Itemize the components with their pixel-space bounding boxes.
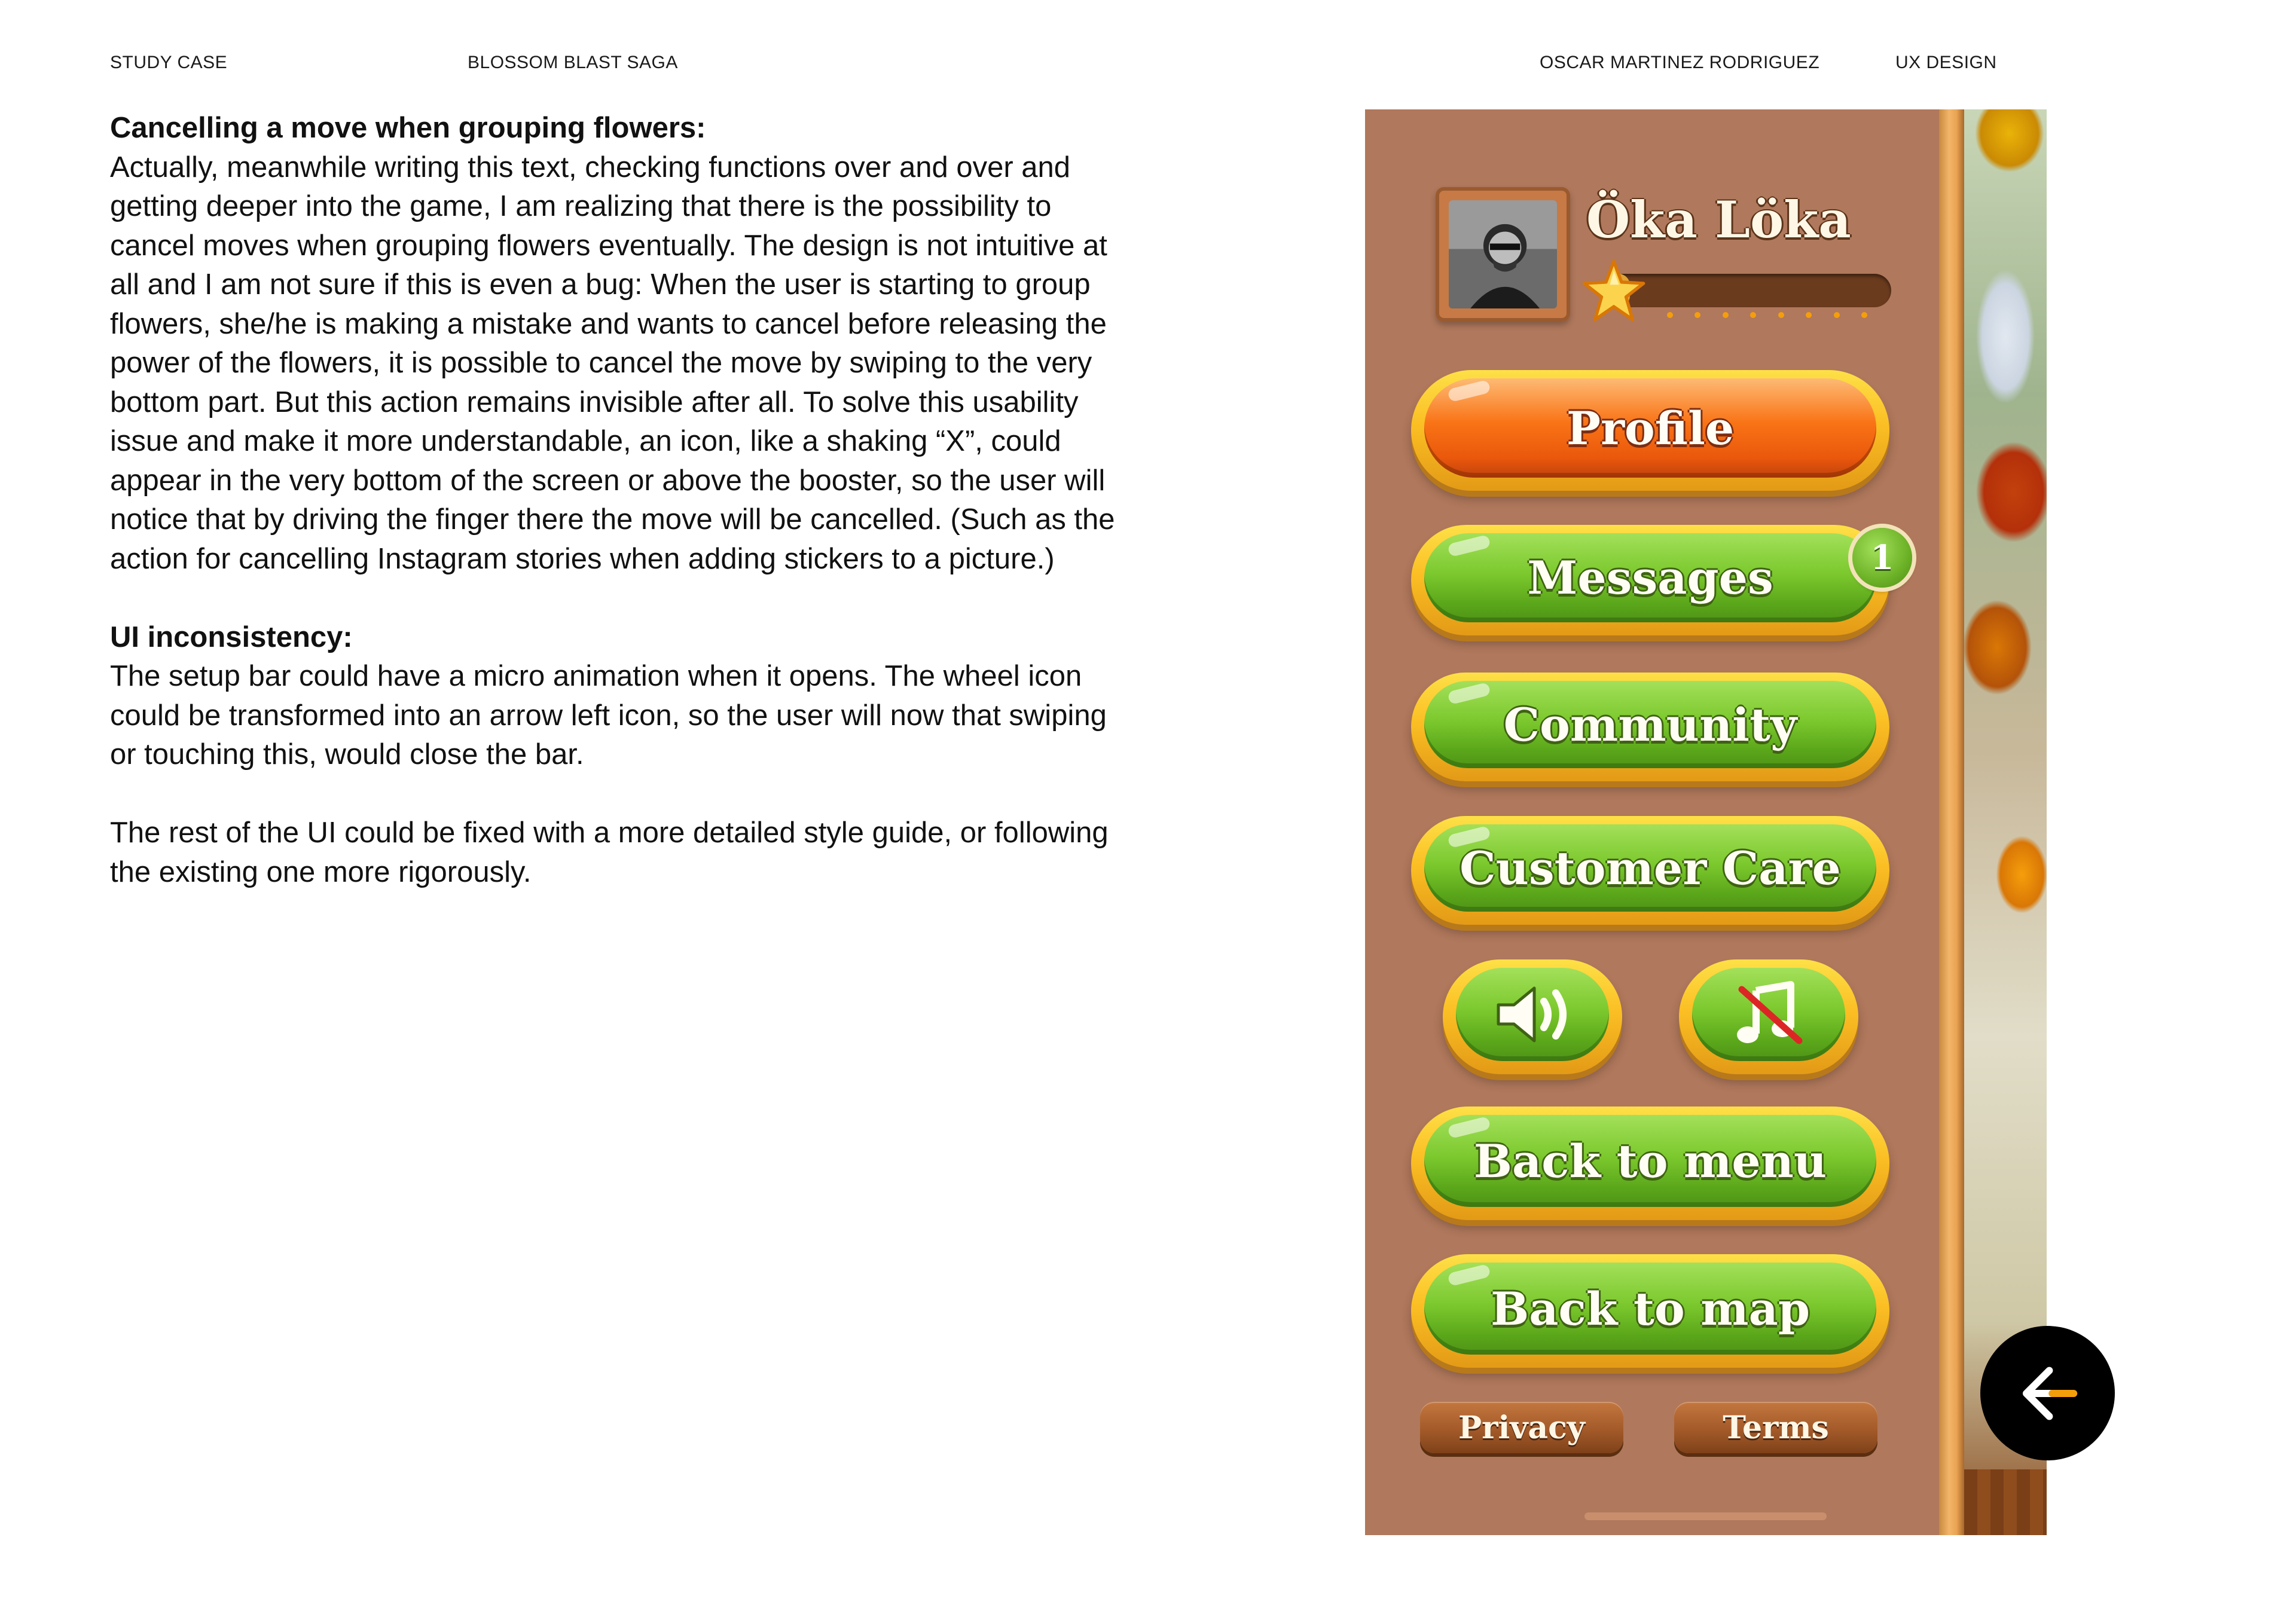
arrow-left-icon [2012, 1358, 2084, 1429]
section-ui-inconsistency [110, 618, 1138, 775]
star-icon [1581, 259, 1646, 323]
messages-button[interactable] [1411, 525, 1889, 635]
xp-progress-bar [1607, 274, 1891, 307]
back-to-map-button-label: Back to map [1491, 1282, 1810, 1335]
section-heading: UI inconsistency: [110, 621, 353, 653]
music-toggle-button[interactable] [1679, 959, 1858, 1074]
community-button-label: Community [1503, 698, 1797, 751]
panel-edge-rail [1939, 109, 1964, 1535]
music-note-icon [1724, 979, 1813, 1050]
community-button[interactable] [1411, 673, 1889, 781]
privacy-link[interactable]: Privacy [1420, 1402, 1623, 1453]
back-to-menu-button-label: Back to menu [1473, 1134, 1827, 1188]
avatar-photo-icon [1449, 200, 1557, 308]
speaker-icon [1488, 979, 1577, 1050]
customer-care-button-label: Customer Care [1460, 841, 1841, 895]
sound-toggle-button[interactable] [1443, 959, 1622, 1074]
header-study-case: STUDY CASE [110, 53, 228, 72]
home-indicator[interactable] [1584, 1512, 1827, 1520]
header-project-title: BLOSSOM BLAST SAGA [468, 53, 678, 72]
terms-link[interactable]: Terms [1674, 1402, 1877, 1453]
section-body: The setup bar could have a micro animation when it opens. The wheel icon could be transformed into an arrow left icon, so the user will now that swiping or touching this, would close the bar. [110, 660, 1107, 771]
game-map-background [1964, 109, 2047, 1535]
article [110, 109, 1138, 931]
back-to-menu-button[interactable] [1411, 1107, 1889, 1220]
section-body: Actually, meanwhile writing this text, checking functions over and over and getting deeper into the game, I am realizing that there is the possibility to cancel moves when grouping flowers eventually. The design is not intuitive at all and I am not sure if this is even a bug: When the user is starting to group flowers, she/he is making a mistake and wants to cancel before releasing the power of the flowers, it is possible to cancel the move by swiping to the very bottom part. But this action remains invisible after all. To solve this usability issue and make it more understandable, an icon, like a shaking “X”, could appear in the very bottom of the screen or above the booster, so the user will notice that by driving the finger there the move will be cancelled. (Such as the action for cancelling Instagram stories when adding stickers to a picture.) [110, 151, 1115, 575]
xp-level-dots [1667, 312, 1867, 318]
close-panel-button[interactable] [1980, 1326, 2115, 1460]
game-settings-screenshot [1365, 109, 2047, 1535]
profile-button[interactable] [1411, 370, 1889, 491]
player-name: Öka Löka [1586, 190, 1851, 249]
unread-messages-badge: 1 [1852, 528, 1912, 588]
header-discipline: UX DESIGN [1895, 53, 1997, 72]
section-body: The rest of the UI could be fixed with a more detailed style guide, or following the existing one more rigorously. [110, 817, 1109, 888]
settings-side-panel [1365, 109, 1939, 1535]
profile-button-label: Profile [1566, 401, 1735, 455]
avatar[interactable] [1436, 187, 1570, 322]
back-to-map-button[interactable] [1411, 1254, 1889, 1368]
section-style-guide [110, 814, 1138, 892]
customer-care-button[interactable] [1411, 816, 1889, 925]
section-cancel-move [110, 109, 1138, 579]
section-heading: Cancelling a move when grouping flowers: [110, 112, 706, 144]
messages-button-label: Messages [1527, 551, 1773, 604]
header-author: OSCAR MARTINEZ RODRIGUEZ [1540, 53, 1820, 72]
